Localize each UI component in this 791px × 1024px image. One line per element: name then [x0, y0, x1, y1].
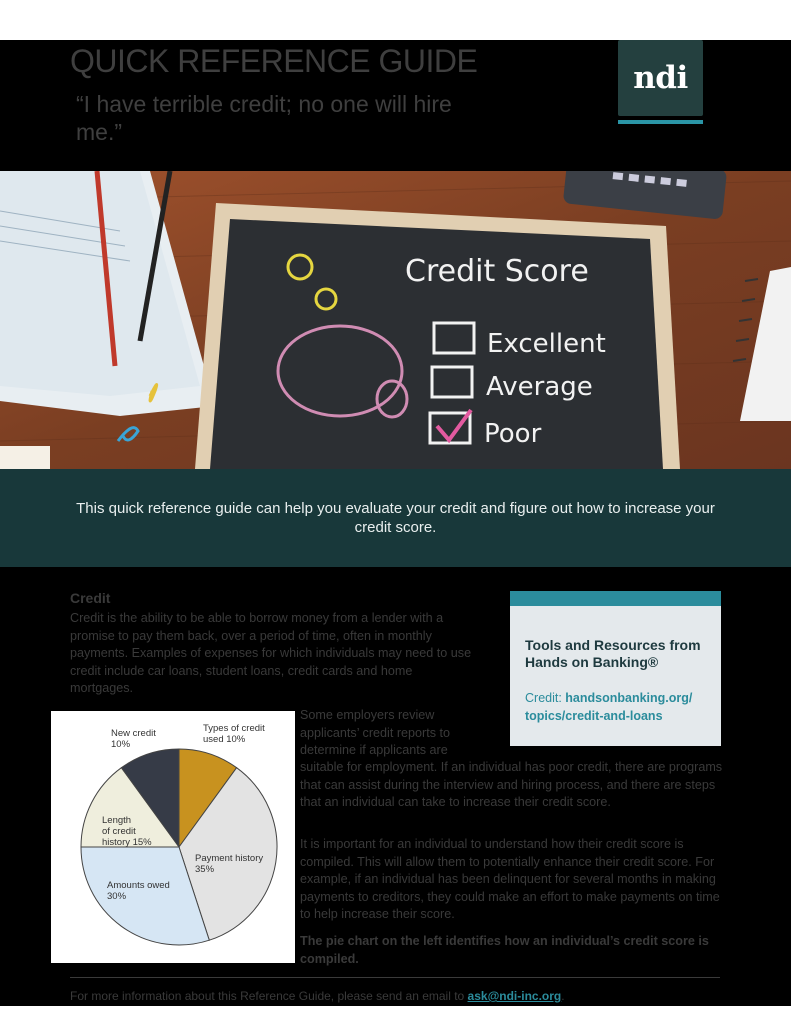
resource-card-accent-bar — [510, 591, 721, 606]
option-excellent: Excellent — [487, 329, 606, 359]
credit-score-pie-chart — [51, 711, 295, 963]
pie-chart-svg — [51, 711, 295, 963]
footer-text: For more information about this Reference Guide, please send an email to — [70, 989, 468, 1003]
hero-image — [0, 171, 791, 469]
label-types-of-credit: Types of credit used 10% — [203, 723, 265, 745]
page — [0, 40, 791, 1006]
resource-credit-link[interactable]: handsonbanking.org/ topics/credit-and-loans — [525, 691, 693, 723]
hero-illustration — [0, 171, 791, 469]
resource-card-title: Tools and Resources from Hands on Banking® — [525, 637, 701, 670]
intro-band-text: This quick reference guide can help you evaluate your credit and figure out how to increase your credit score. — [76, 500, 715, 536]
option-poor: Poor — [484, 419, 542, 449]
option-average: Average — [486, 372, 593, 402]
ndi-logo — [618, 40, 703, 116]
label-payment-history: Payment history 35% — [195, 853, 264, 875]
resource-credit-label: Credit: — [525, 691, 566, 705]
guide-title: QUICK REFERENCE GUIDE — [70, 43, 478, 79]
logo-underline — [618, 120, 703, 124]
label-amounts-owed: Amounts owed 30% — [107, 880, 170, 902]
header — [0, 40, 791, 171]
footer — [70, 989, 565, 1003]
score-compiled-paragraph: It is important for an individual to understand how their credit score is compiled. This will allow them to potentially enhance their credit score. For example, if an individual has been delinquent for several months in making payments to creditors, they could make an effort to make payments on time to help increase their score. — [300, 837, 720, 921]
guide-quote: “I have terrible credit; no one will hire me.” — [76, 91, 452, 145]
footer-period: . — [561, 989, 565, 1003]
employer-paragraph-rest: suitable for employment. If an individual has poor credit, there are programs that can assist during the interview and hiring process, and there are steps that an individual can take to increase their credit score. — [300, 760, 723, 809]
employer-paragraph-start: Some employers review applicants’ credit reports to determine if applicants are — [300, 708, 451, 757]
credit-heading: Credit — [70, 590, 111, 606]
label-new-credit: New credit 10% — [111, 728, 156, 750]
footer-divider — [70, 977, 720, 978]
ndi-logo-text: ndi — [633, 60, 688, 96]
intro-band — [0, 469, 791, 567]
footer-email-link[interactable]: ask@ndi-inc.org — [467, 989, 562, 1003]
board-title: Credit Score — [405, 254, 589, 289]
credit-intro-paragraph: Credit is the ability to be able to borrow money from a lender with a promise to pay them back, over a period of time, often in monthly payments. Examples of expenses for which individuals may need to use credit include car loans, student loans, credit cards and home mortgages. — [70, 611, 472, 695]
resource-card — [510, 591, 721, 746]
pie-chart-note: The pie chart on the left identifies how an individual’s credit score is compiled. — [300, 934, 709, 966]
label-length-of-history: Length of credit history 15% — [102, 815, 152, 848]
resource-credit-line — [525, 689, 715, 725]
